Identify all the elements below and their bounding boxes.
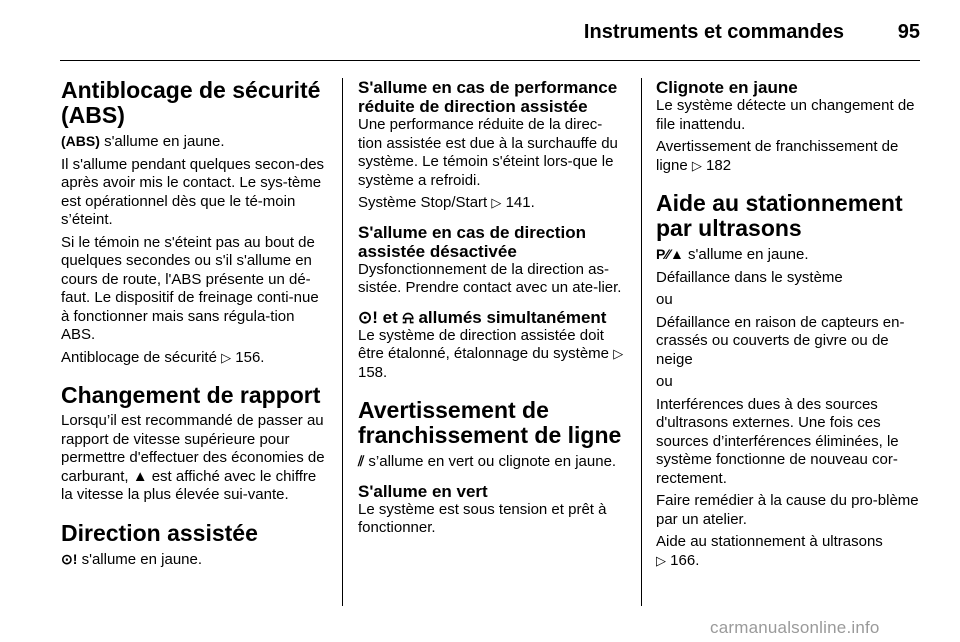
page-ref-arrow-icon: ▷ xyxy=(221,349,232,365)
column-divider xyxy=(641,78,642,606)
gear-shift-title: Changement de rapport xyxy=(61,382,321,408)
abs-warning-icon: (ABS) xyxy=(61,133,100,149)
lights-green-paragraph: Le système est sous tension et prêt à fonctionner. xyxy=(358,500,607,536)
page-ref-arrow-icon: ▷ xyxy=(656,552,666,568)
abs-paragraph: Si le témoin ne s'éteint pas au bout de quelques secondes ou s'il s'allume en cours de route, l'ABS présente un dé-faut. Le dispositif de freinage conti-nue à fonctionner mais sans régula-tion ABS. xyxy=(61,233,319,343)
abs-indicator-line: (ABS) s'allume en jaune. xyxy=(61,133,225,150)
power-steering-line: ⊙! s'allume en jaune. xyxy=(61,550,203,568)
column-1 xyxy=(61,78,327,573)
column-divider xyxy=(342,78,343,606)
lane-departure-icon: ⫽ xyxy=(358,453,365,469)
page-ref-arrow-icon: ▷ xyxy=(691,157,702,173)
abs-title: Antiblocage de sécurité (ABS) xyxy=(61,77,321,128)
reduced-performance-paragraph: Une performance réduite de la direc-tion assistée est due à la surchauffe du système. Le témoin s'éteint lors-que le système a refroidi. xyxy=(358,116,618,189)
steering-warning-icon: ⊙! xyxy=(61,550,78,567)
calibration-paragraph: Le système de direction assistée doit être étalonné, étalonnage du système ▷ 158. xyxy=(358,326,624,381)
page-ref-arrow-icon: ▷ xyxy=(613,346,624,361)
header-title: Instruments et commandes xyxy=(583,21,844,43)
column-2 xyxy=(358,78,626,542)
parking-assist-line: P⁄⁄▲ s'allume en jaune. xyxy=(656,246,809,263)
blinks-yellow-paragraph: Le système détecte un changement de file inattendu. xyxy=(656,97,915,133)
lane-departure-reference: Avertissement de franchissement de ligne ▷ 182 xyxy=(656,138,899,174)
parking-paragraph: ou xyxy=(656,291,673,308)
watermark: carmanualsonline.info xyxy=(710,618,880,637)
header-divider xyxy=(60,60,920,61)
parking-sensor-icon: P⁄⁄▲ xyxy=(656,246,684,262)
gear-shift-paragraph: Lorsqu’il est recommandé de passer au rapport de vitesse supérieure pour permettre d'effectuer des économies de carburant, ▲ est affiché avec le chiffre la vitesse la plus élevée sui-vante. xyxy=(61,412,325,503)
abs-paragraph: Il s'allume pendant quelques secon-des après avoir mis le contact. Le sys-tème est opérationnel dès que le té-moin s’éteint. xyxy=(61,155,325,228)
lane-departure-line: ⫽ s’allume en vert ou clignote en jaune. xyxy=(358,453,617,470)
abs-reference: Antiblocage de sécurité ▷ 156. xyxy=(61,348,265,366)
parking-assist-title: Aide au stationnement par ultrasons xyxy=(656,190,903,241)
parking-reference: Aide au stationnement à ultrasons ▷ 166. xyxy=(656,533,883,569)
parking-paragraph: Interférences dues à des sources d'ultrasons externes. Une fois ces sources d’interférences éliminées, le système fonctionne de nouveau cor-rectement. xyxy=(656,395,899,487)
power-steering-title: Direction assistée xyxy=(61,519,258,546)
parking-paragraph: ou xyxy=(656,373,673,390)
parking-paragraph: Défaillance dans le système xyxy=(656,268,843,286)
page-number: 95 xyxy=(897,21,920,43)
parking-paragraph: Défaillance en raison de capteurs en-crassés ou couverts de givre ou de neige xyxy=(656,313,905,368)
stop-start-reference: Système Stop/Start ▷ 141. xyxy=(358,194,535,211)
lane-departure-title: Avertissement de franchissement de ligne xyxy=(358,397,622,448)
steering-disabled-paragraph: Dysfonctionnement de la direction as-sistée. Prendre contact avec un ate-lier. xyxy=(358,260,622,296)
steering-disabled-title: S'allume en cas de direction assistée désactivée xyxy=(358,222,586,261)
page-header xyxy=(0,0,960,60)
parking-paragraph: Faire remédier à la cause du pro-blème par un atelier. xyxy=(656,492,919,528)
page-ref-arrow-icon: ▷ xyxy=(491,195,502,210)
blinks-yellow-title: Clignote en jaune xyxy=(656,78,798,97)
lights-green-title: S'allume en vert xyxy=(358,481,488,501)
reduced-performance-title: S'allume en cas de performance réduite de direction assistée xyxy=(358,78,618,116)
both-lit-title: ⊙! et ⍾ allumés simultanément xyxy=(358,307,607,327)
column-3 xyxy=(656,78,924,574)
